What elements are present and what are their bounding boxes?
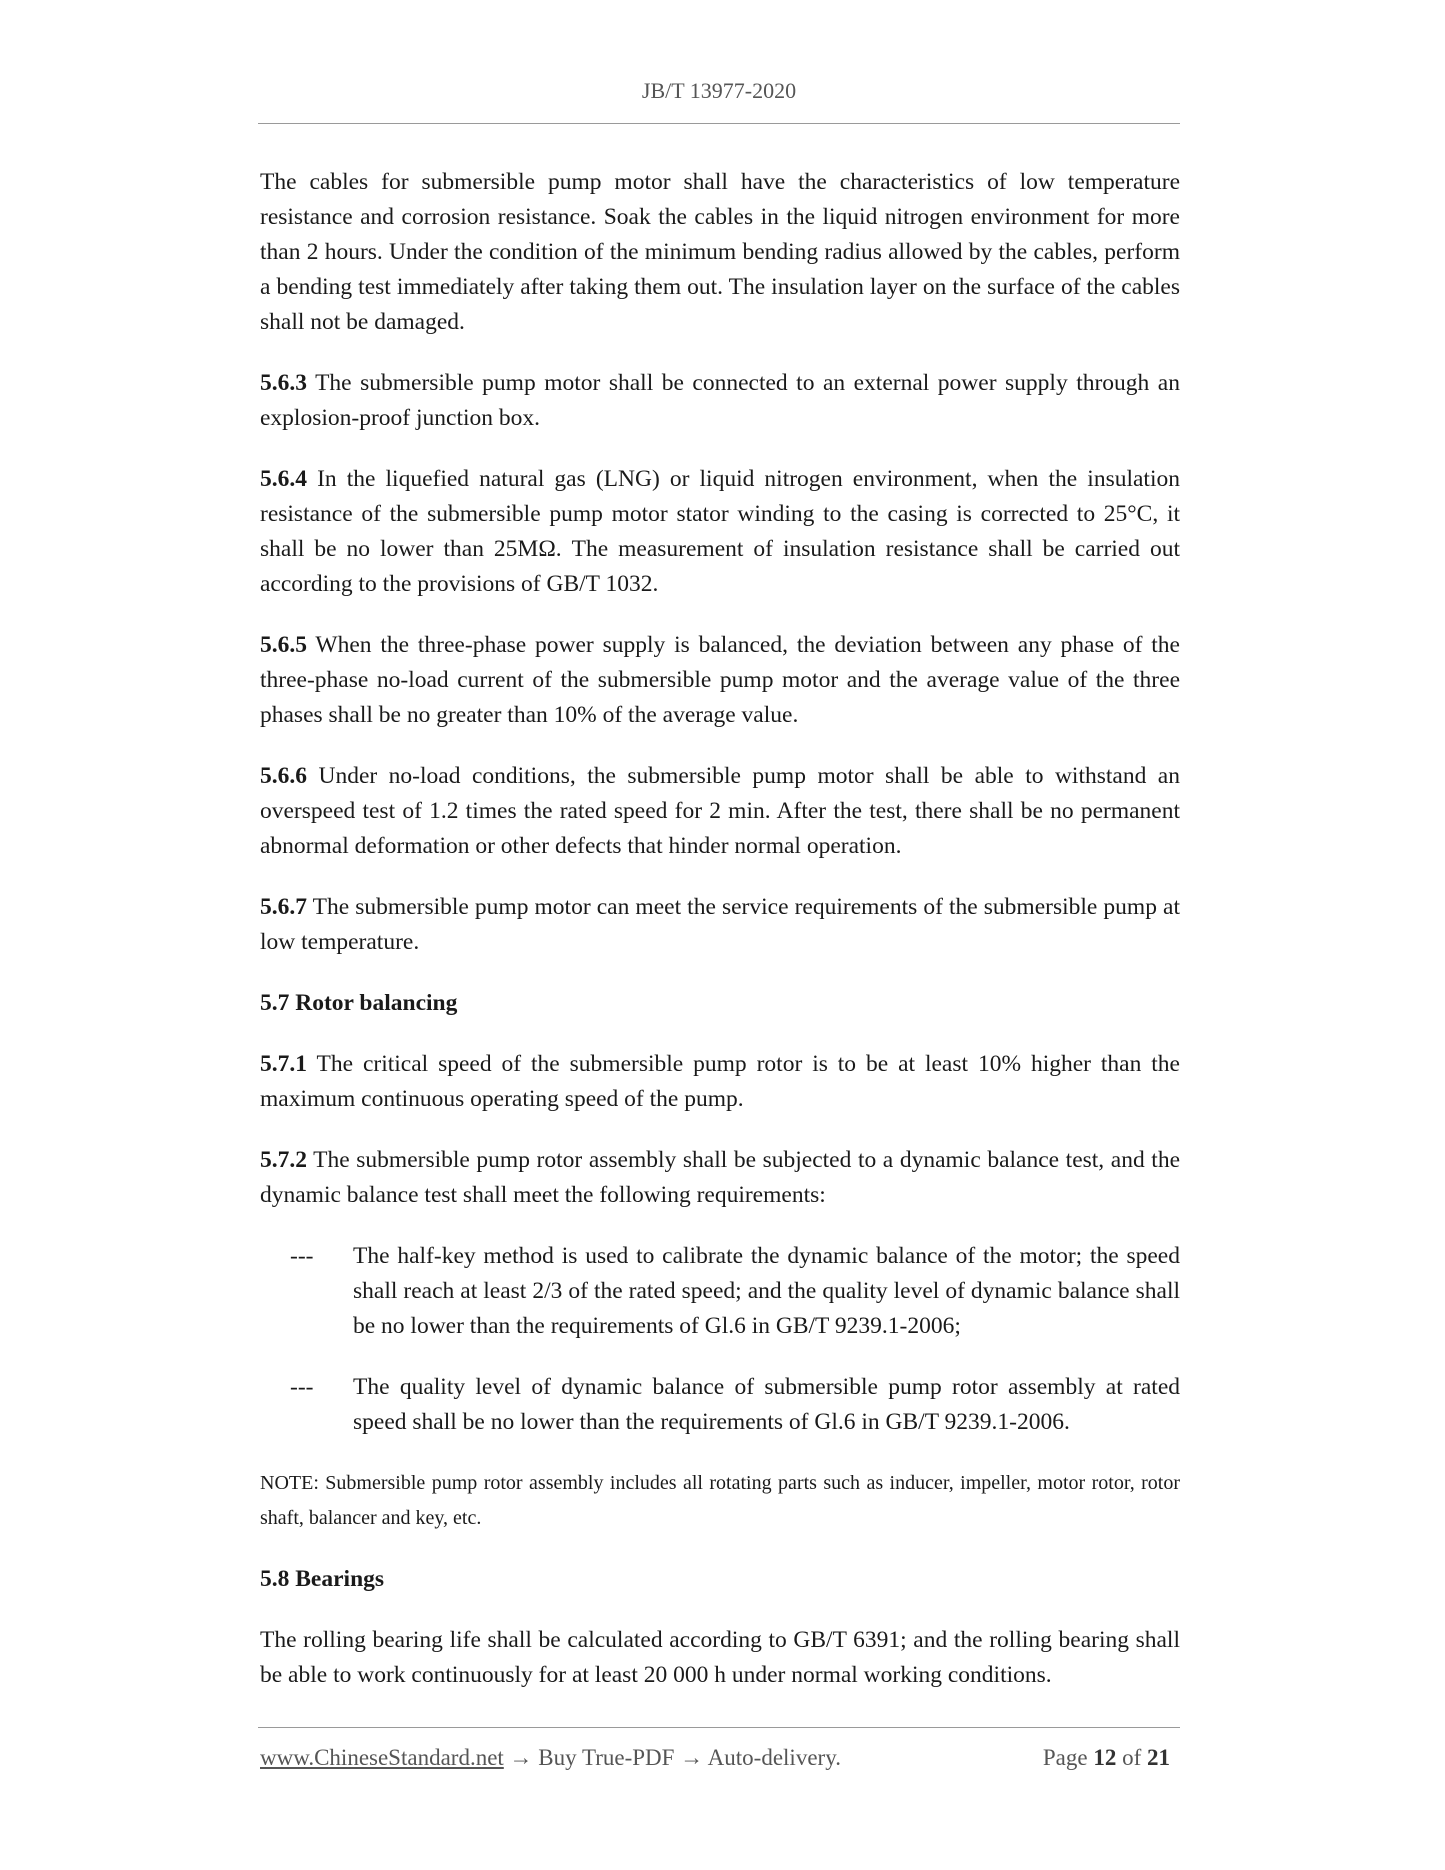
clause-number: 5.7.2 xyxy=(260,1147,307,1173)
list-item-half-key xyxy=(290,1239,1180,1344)
auto-delivery-text: Auto-delivery. xyxy=(707,1745,841,1770)
dash-marker: --- xyxy=(290,1374,314,1400)
clause-5-6-5 xyxy=(260,628,1180,733)
clause-text: Under no-load conditions, the submersible pump motor shall be able to withstand an overspeed test of 1.2 times the rated speed for 2 min. After the test, there shall be no permanent abnormal deformation or other defects that hinder normal operation. xyxy=(260,763,1180,859)
dash-marker: --- xyxy=(290,1243,314,1269)
clause-number: 5.6.6 xyxy=(260,763,307,789)
paragraph-cables: The cables for submersible pump motor shall have the characteristics of low temperature resistance and corrosion resistance. Soak the cables in the liquid nitrogen environment for more than 2 hours. Under the condition of the minimum bending radius allowed by the cables, perform a bending test immediately after taking them out. The insulation layer on the surface of the cables shall not be damaged. xyxy=(260,169,1180,335)
clause-text: When the three-phase power supply is balanced, the deviation between any phase of the three-phase no-load current of the submersible pump motor and the average value of the three phases shall be no greater than 10% of the average value. xyxy=(260,632,1180,728)
document-body xyxy=(260,165,1180,1719)
paragraph-bearing-life: The rolling bearing life shall be calculated according to GB/T 6391; and the rolling bearing shall be able to work continuously for at least 20 000 h under normal working conditions. xyxy=(260,1627,1180,1688)
clause-text: The submersible pump motor shall be connected to an external power supply through an explosion-proof junction box. xyxy=(260,370,1180,431)
buy-pdf-text: Buy True-PDF xyxy=(538,1745,675,1770)
footer-promo xyxy=(260,1745,841,1771)
document-header xyxy=(258,78,1180,104)
clause-5-7-1 xyxy=(260,1047,1180,1117)
standard-number: JB/T 13977-2020 xyxy=(641,78,797,103)
page-label: Page xyxy=(1042,1745,1088,1770)
page-of: of xyxy=(1122,1745,1142,1770)
section-heading-bearings: 5.8 Bearings xyxy=(260,1566,385,1592)
clause-text: The submersible pump motor can meet the service requirements of the submersible pump at low temperature. xyxy=(260,894,1180,955)
arrow-right-icon: → xyxy=(674,1745,708,1770)
clause-text: In the liquefied natural gas (LNG) or liquid nitrogen environment, when the insulation resistance of the submersible pump motor stator winding to the casing is corrected to 25°C, it shall be no lower than 25MΩ. The measurement of insulation resistance shall be carried out according to the provisions of GB/T 1032. xyxy=(260,466,1180,597)
clause-number: 5.6.4 xyxy=(260,466,307,492)
header-divider xyxy=(258,123,1180,124)
clause-text: The submersible pump rotor assembly shall be subjected to a dynamic balance test, and the dynamic balance test shall meet the following requirements: xyxy=(260,1147,1180,1208)
arrow-right-icon: → xyxy=(503,1745,539,1770)
clause-5-6-7 xyxy=(260,890,1180,960)
website-link[interactable]: www.ChineseStandard.net xyxy=(260,1745,504,1770)
note-rotor-assembly: NOTE: Submersible pump rotor assembly includes all rotating parts such as inducer, impeller, motor rotor, rotor shaft, balancer and key, etc. xyxy=(260,1472,1180,1529)
clause-number: 5.6.5 xyxy=(260,632,307,658)
list-item-text: The quality level of dynamic balance of submersible pump rotor assembly at rated speed shall be no lower than the requirements of Gl.6 in GB/T 9239.1-2006. xyxy=(353,1374,1180,1435)
clause-5-6-3 xyxy=(260,366,1180,436)
clause-number: 5.7.1 xyxy=(260,1051,307,1077)
section-heading-rotor-balancing: 5.7 Rotor balancing xyxy=(260,990,458,1016)
page-indicator xyxy=(1043,1745,1170,1771)
footer-divider xyxy=(258,1727,1180,1728)
list-item-rated-speed xyxy=(290,1370,1180,1440)
clause-5-6-6 xyxy=(260,759,1180,864)
list-item-text: The half-key method is used to calibrate the dynamic balance of the motor; the speed shall reach at least 2/3 of the rated speed; and the quality level of dynamic balance shall be no lower than the requirements of Gl.6 in GB/T 9239.1-2006; xyxy=(353,1243,1180,1339)
page-current: 12 xyxy=(1093,1745,1117,1770)
clause-number: 5.6.7 xyxy=(260,894,307,920)
clause-5-6-4 xyxy=(260,462,1180,602)
clause-5-7-2 xyxy=(260,1143,1180,1213)
page-total: 21 xyxy=(1147,1745,1170,1770)
clause-text: The critical speed of the submersible pump rotor is to be at least 10% higher than the maximum continuous operating speed of the pump. xyxy=(260,1051,1180,1112)
clause-number: 5.6.3 xyxy=(260,370,307,396)
